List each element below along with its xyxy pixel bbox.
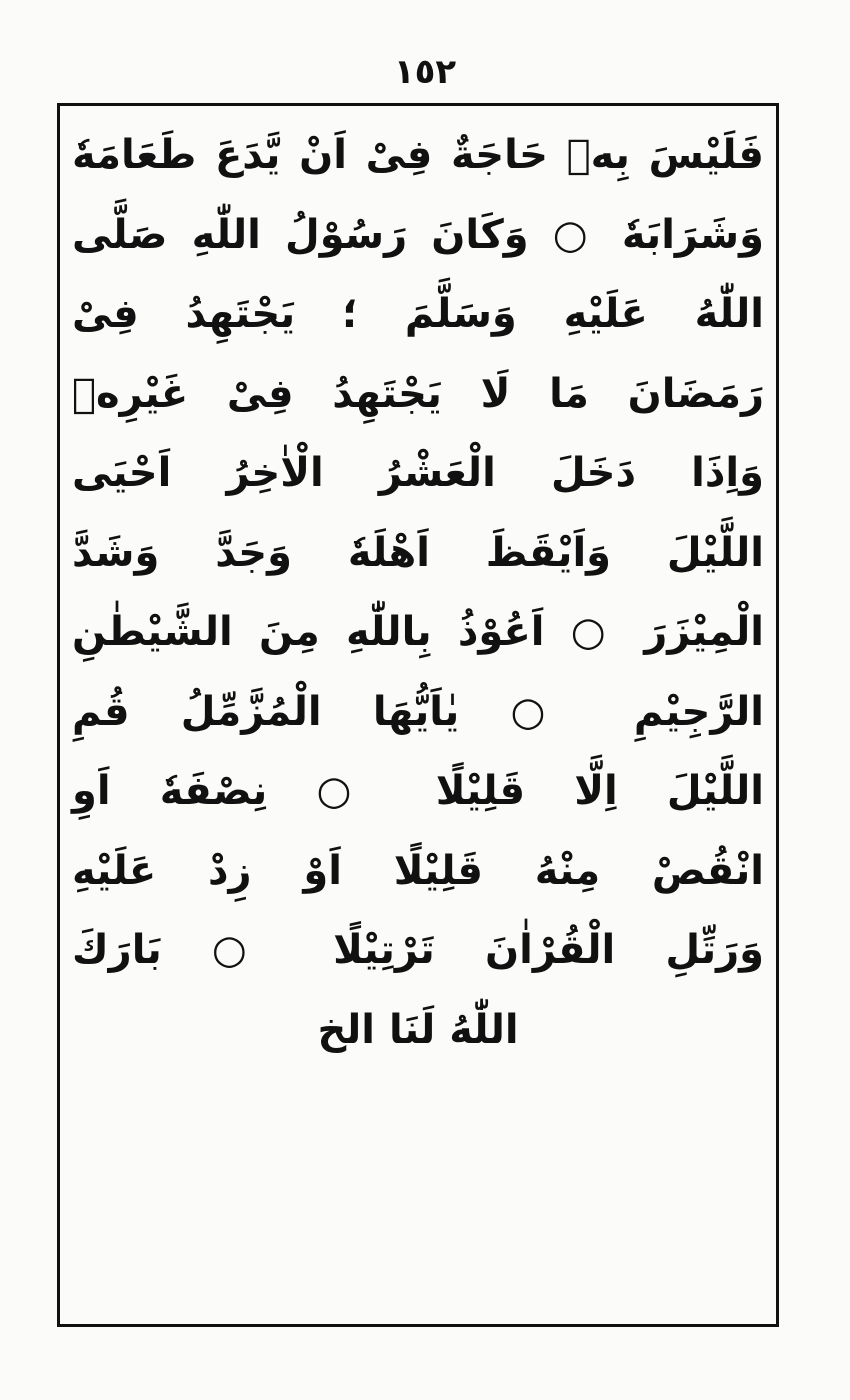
text-line: الْمِيْزَرَ ○ اَعُوْذُ بِاللّٰهِ مِنَ الشَّيْطٰنِ bbox=[72, 609, 764, 655]
text-body bbox=[72, 116, 764, 1070]
text-line: فَلَيْسَ بِهٖ حَاجَةٌ فِىْ اَنْ يَّدَعَ طَعَامَهٗ bbox=[72, 132, 764, 178]
text-line: اللّٰهُ عَلَيْهِ وَسَلَّمَ ؛ يَجْتَهِدُ فِىْ bbox=[72, 291, 764, 337]
text-line: وَاِذَا دَخَلَ الْعَشْرُ الْاٰخِرُ اَحْيَى bbox=[72, 450, 764, 496]
text-line: رَمَضَانَ مَا لَا يَجْتَهِدُ فِىْ غَيْرِهٖ bbox=[72, 370, 764, 417]
page-number: ١٥٢ bbox=[393, 52, 457, 92]
text-line: وَرَتِّلِ الْقُرْاٰنَ تَرْتِيْلًا ○ بَارَكَ bbox=[72, 927, 764, 973]
text-line: اللَّيْلَ اِلَّا قَلِيْلًا ○ نِصْفَهٗ اَوِ bbox=[72, 768, 764, 814]
text-line: انْقُصْ مِنْهُ قَلِيْلًا اَوْ زِدْ عَلَيْهِ bbox=[72, 847, 764, 894]
text-line: وَشَرَابَهٗ ○ وَكَانَ رَسُوْلُ اللّٰهِ صَلَّى bbox=[72, 211, 764, 258]
text-frame bbox=[57, 103, 779, 1327]
text-line: اللَّيْلَ وَاَيْقَظَ اَهْلَهٗ وَجَدَّ وَشَدَّ bbox=[72, 529, 764, 576]
text-line-last: اللّٰهُ لَنَا الخ bbox=[317, 1006, 519, 1053]
text-line: الرَّجِيْمِ ○ يٰاَيُّهَا الْمُزَّمِّلُ قُمِ bbox=[72, 688, 764, 735]
